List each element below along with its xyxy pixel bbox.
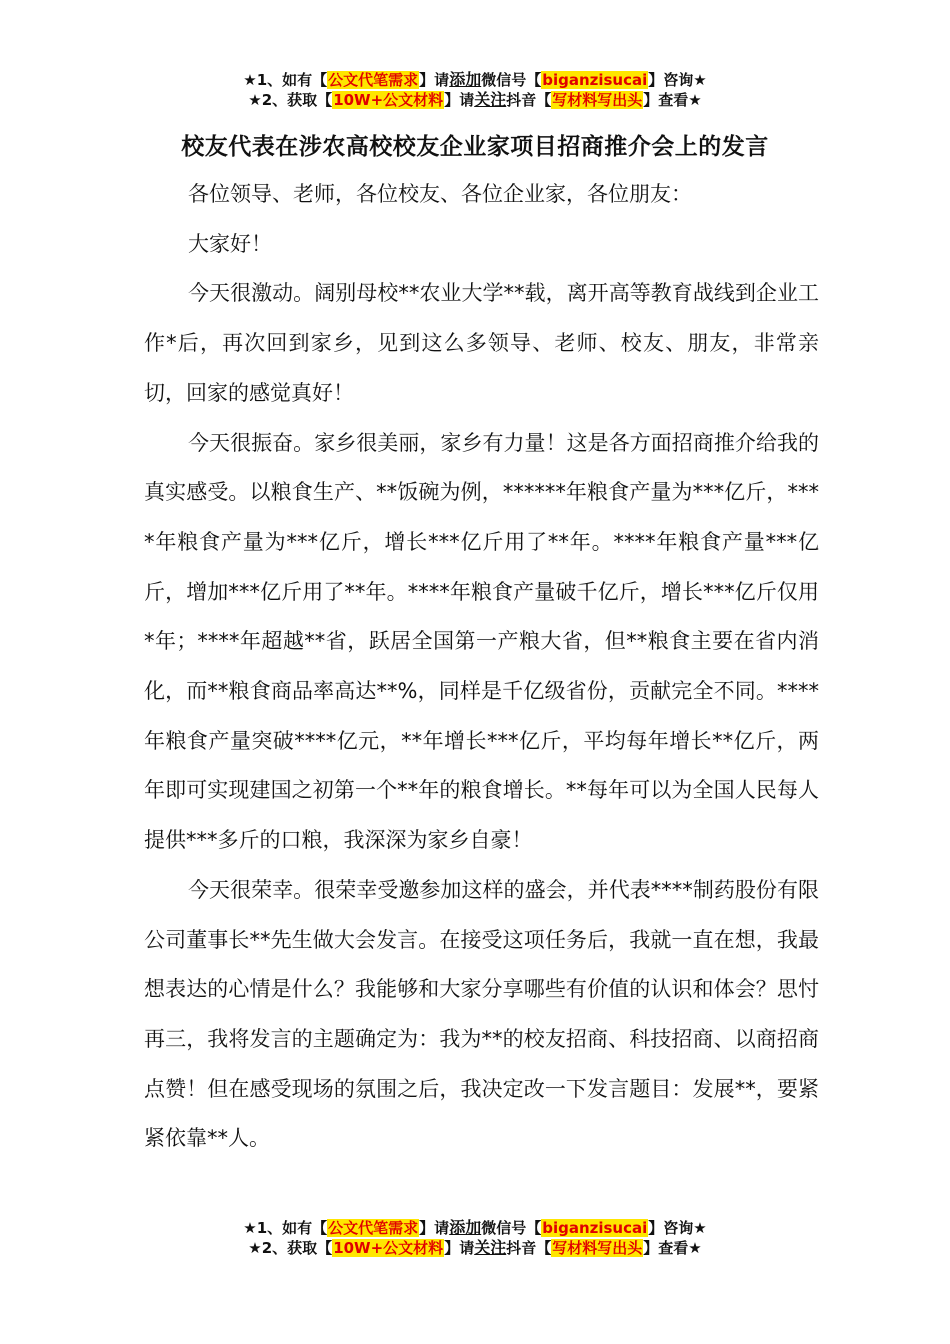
document-title: 校友代表在涉农高校校友企业家项目招商推介会上的发言 — [181, 134, 769, 160]
promo-text: 抖音【 — [506, 91, 552, 109]
promo-line-1 — [0, 70, 950, 90]
promo-text: ★2、获取【 — [248, 1239, 333, 1257]
promo-emphasis: 关注 — [474, 90, 507, 109]
promo-text: 】查看★ — [643, 91, 702, 109]
promo-text: 】咨询★ — [648, 1219, 707, 1237]
body-paragraph: 今天很振奋。家乡很美丽，家乡有力量！这是各方面招商推介给我的真实感受。以粮食生产、**饭碗为例，******年粮食产量为***亿斤，****年粮食产量为***亿斤，增长***亿斤用了**年。****年粮食产量***亿斤，增加***亿斤用了**年。****年粮食产量破千亿斤，增长***亿斤仅用*年；****年超越**省，跃居全国第一产粮大省，但**粮食主要在省内消化，而**粮食商品率高达**%，同样是千亿级省份，贡献完全不同。****年粮食产量突破****亿元，**年增长***亿斤，平均每年增长**亿斤，两年即可实现建国之初第一个**年的粮食增长。**每年可以为全国人民每人提供***多斤的口粮，我深深为家乡自豪！ — [144, 430, 819, 853]
promo-highlight: 公文代笔需求 — [328, 1219, 419, 1237]
promo-text: 】咨询★ — [648, 71, 707, 89]
promo-highlight: biganzisucai — [542, 1219, 648, 1237]
promo-text: ★1、如有【 — [243, 1219, 328, 1237]
promo-highlight: 10W+公文材料 — [333, 1239, 444, 1257]
promo-line-2 — [0, 90, 950, 110]
body-paragraph: 今天很激动。阔别母校**农业大学**载，离开高等教育战线到企业工作*后，再次回到家乡，见到这么多领导、老师、校友、朋友，非常亲切，回家的感觉真好！ — [144, 281, 819, 405]
promo-text: 微信号【 — [481, 1219, 542, 1237]
promo-highlight: 写材料写出头 — [552, 1239, 643, 1257]
promo-text: 】查看★ — [643, 1239, 702, 1257]
promo-highlight: 公文代笔需求 — [328, 71, 419, 89]
promo-text: 】请 — [444, 1239, 475, 1257]
promo-line-2 — [0, 1238, 950, 1258]
promo-text: 微信号【 — [481, 71, 542, 89]
promo-footer — [0, 1218, 950, 1258]
promo-text: ★1、如有【 — [243, 71, 328, 89]
greeting: 大家好！ — [188, 231, 272, 256]
promo-highlight: 写材料写出头 — [552, 91, 643, 109]
promo-header — [0, 70, 950, 110]
promo-text: 抖音【 — [506, 1239, 552, 1257]
body-paragraph: 今天很荣幸。很荣幸受邀参加这样的盛会，并代表****制药股份有限公司董事长**先生做大会发言。在接受这项任务后，我就一直在想，我最想表达的心情是什么？我能够和大家分享哪些有价值的认识和体会？思忖再三，我将发言的主题确定为：我为**的校友招商、科技招商、以商招商点赞！但在感受现场的氛围之后，我决定改一下发言题目：发展**，要紧紧依靠**人。 — [144, 877, 819, 1151]
promo-line-1 — [0, 1218, 950, 1238]
promo-text: 】请 — [419, 71, 450, 89]
promo-text: 】请 — [419, 1219, 450, 1237]
salutation: 各位领导、老师，各位校友、各位企业家，各位朋友： — [188, 182, 692, 206]
promo-text: 】请 — [444, 91, 475, 109]
promo-highlight: 10W+公文材料 — [333, 91, 444, 109]
promo-emphasis: 添加 — [449, 1218, 482, 1237]
promo-highlight: biganzisucai — [542, 71, 648, 89]
promo-emphasis: 关注 — [474, 1238, 507, 1257]
promo-emphasis: 添加 — [449, 70, 482, 89]
document-body — [144, 170, 819, 1164]
promo-text: ★2、获取【 — [248, 91, 333, 109]
